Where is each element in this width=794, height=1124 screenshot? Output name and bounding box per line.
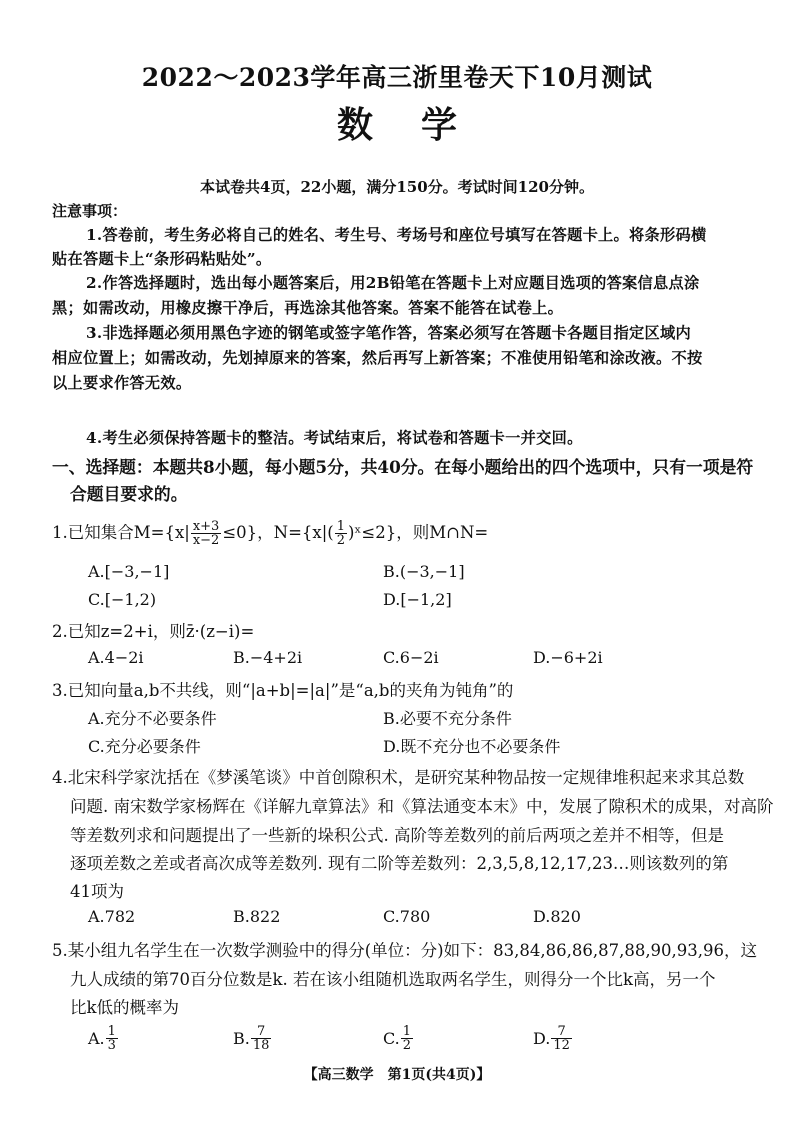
question-4-line-5: 41项为 (70, 882, 124, 901)
q1-frac2-numerator: 1 (336, 519, 345, 534)
q5-d-numerator: 7 (551, 1025, 572, 1039)
q1-option-a: A.[−3,−1] (88, 562, 170, 581)
q5-option-c-fraction (401, 1025, 413, 1052)
note-3-line-2: 相应位置上；如需改动，先划掉原来的答案，然后再写上新答案；不准使用铅笔和涂改液。不按 (52, 349, 703, 367)
note-3-line-3: 以上要求作答无效。 (52, 374, 192, 392)
q1-stem-part-2: ≤0}，N={x|( (222, 523, 334, 542)
q5-c-denominator: 2 (402, 1038, 412, 1053)
q5-option-b (233, 1025, 272, 1052)
q5-b-numerator: 7 (251, 1025, 272, 1039)
q3-option-b: B.必要不充分条件 (383, 709, 512, 728)
q5-option-d-label: D. (533, 1029, 551, 1048)
question-3-stem: 3.已知向量a,b不共线，则“|a+b|=|a|”是“a,b的夹角为钝角”的 (52, 681, 514, 700)
note-2-line-1: 2.作答选择题时，选出每小题答案后，用2B铅笔在答题卡上对应题目选项的答案信息点涂 (86, 274, 700, 292)
q1-fraction-1 (191, 520, 222, 547)
q1-frac1-numerator: x+3 (192, 519, 220, 534)
q4-option-a: A.782 (88, 907, 136, 926)
q1-stem-part-3: )ˣ≤2}，则M∩N= (348, 523, 489, 542)
notes-label: 注意事项： (52, 202, 128, 220)
q5-c-numerator: 1 (402, 1024, 412, 1039)
q2-option-a: A.4−2i (88, 648, 144, 667)
q5-a-denominator: 3 (107, 1038, 116, 1053)
question-5-line-3: 比k低的概率为 (70, 998, 179, 1017)
q1-option-d: D.[−1,2] (383, 590, 452, 609)
q5-option-c-label: C. (383, 1029, 400, 1048)
q5-option-d (533, 1025, 573, 1052)
question-2-stem: 2.已知z=2+i，则z̄·(z−i)= (52, 622, 255, 641)
section-1-heading-line-2: 合题目要求的。 (70, 484, 188, 504)
q5-option-b-label: B. (233, 1029, 250, 1048)
note-4: 4.考生必须保持答题卡的整洁。考试结束后，将试卷和答题卡一并交回。 (86, 429, 583, 447)
q1-frac2-denominator: 2 (336, 533, 345, 548)
question-4-line-3: 等差数列求和问题提出了一些新的垛积公式. 高阶等差数列的前后两项之差并不相等，但是 (70, 826, 724, 845)
q2-option-d: D.−6+2i (533, 648, 603, 667)
q5-option-a-fraction (106, 1025, 118, 1052)
question-5-line-2: 九人成绩的第70百分位数是k. 若在该小组随机选取两名学生，则得分一个比k高，另一个 (70, 970, 716, 989)
question-4-line-1: 4.北宋科学家沈括在《梦溪笔谈》中首创隙积术，是研究某种物品按一定规律堆积起来求其总数 (52, 768, 745, 787)
q2-option-b: B.−4+2i (233, 648, 303, 667)
section-1-heading-line-1: 一、选择题：本题共8小题，每小题5分，共40分。在每小题给出的四个选项中，只有一项是符 (52, 457, 754, 477)
subject-title: 数学 (336, 104, 505, 146)
question-1-stem (52, 519, 488, 547)
note-1-line-2: 贴在答题卡上“条形码粘贴处”。 (52, 250, 272, 268)
q5-a-numerator: 1 (107, 1024, 116, 1039)
q3-option-c: C.充分必要条件 (88, 737, 201, 756)
q5-option-a-label: A. (88, 1029, 105, 1048)
q4-option-c: C.780 (383, 907, 431, 926)
exam-info: 本试卷共4页，22小题，满分150分。考试时间120分钟。 (200, 178, 594, 196)
exam-title: 2022～2023学年高三浙里卷天下10月测试 (141, 63, 653, 92)
q4-option-b: B.822 (233, 907, 281, 926)
question-5-line-1: 5.某小组九名学生在一次数学测验中的得分(单位：分)如下：83,84,86,86,87,88,90,93,96，这 (52, 941, 758, 960)
note-1-line-1: 1.答卷前，考生务必将自己的姓名、考生号、考场号和座位号填写在答题卡上。将条形码横 (86, 226, 707, 244)
q1-option-b: B.(−3,−1] (383, 562, 465, 581)
q4-option-d: D.820 (533, 907, 581, 926)
q5-option-a (88, 1025, 119, 1052)
page-footer: 【高三数学 第1页(共4页)】 (303, 1067, 491, 1083)
q1-option-c: C.[−1,2) (88, 590, 157, 609)
q5-b-denominator: 18 (252, 1038, 270, 1053)
q1-stem-part-1: 1.已知集合M={x| (52, 523, 190, 542)
q2-option-c: C.6−2i (383, 648, 439, 667)
q5-option-d-fraction (551, 1025, 572, 1052)
q5-d-denominator: 12 (553, 1038, 570, 1053)
q1-fraction-2 (335, 520, 347, 547)
q5-option-c (383, 1025, 414, 1052)
note-2-line-2: 黑；如需改动，用橡皮擦干净后，再选涂其他答案。答案不能答在试卷上。 (52, 299, 564, 317)
q3-option-d: D.既不充分也不必要条件 (383, 737, 561, 756)
question-4-line-4: 逐项差数之差或者高次成等差数列. 现有二阶等差数列：2,3,5,8,12,17,23…则该数列的第 (70, 854, 729, 873)
q1-frac1-denominator: x−2 (192, 533, 220, 548)
q5-option-b-fraction (251, 1025, 272, 1052)
note-3-line-1: 3.非选择题必须用黑色字迹的钢笔或签字笔作答，答案必须写在答题卡各题目指定区域内 (86, 324, 691, 342)
question-4-line-2: 问题. 南宋数学家杨辉在《详解九章算法》和《算法通变本末》中，发展了隙积术的成果，对高阶 (70, 797, 774, 816)
q3-option-a: A.充分不必要条件 (88, 709, 217, 728)
